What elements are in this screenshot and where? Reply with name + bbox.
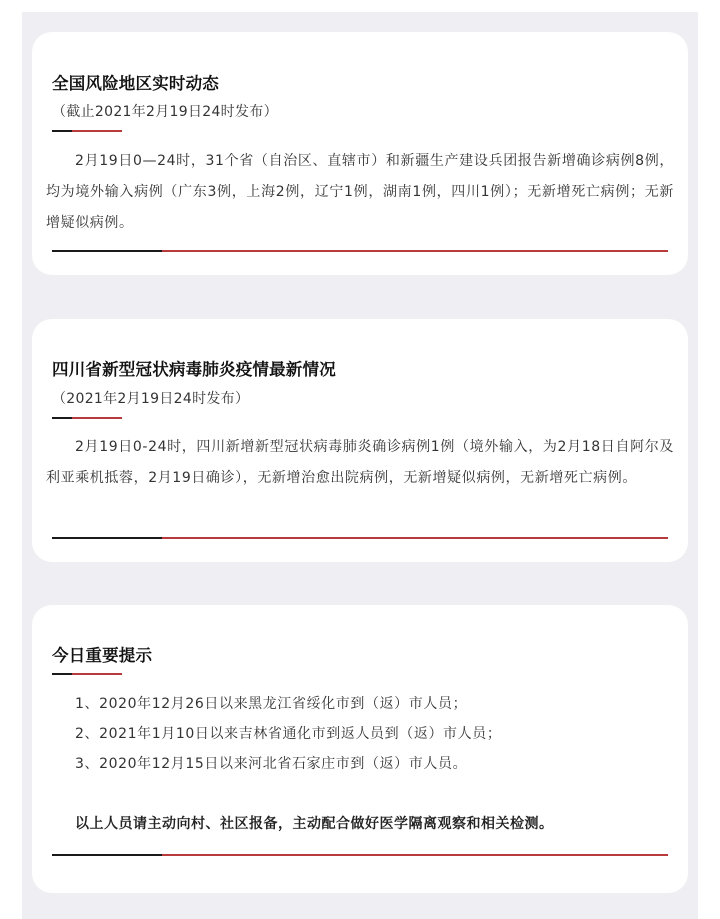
page-background — [22, 12, 698, 919]
card-subtitle: （2021年2月19日24时发布） — [52, 391, 250, 407]
card-divider — [52, 250, 668, 252]
card-body-text: 2月19日0—24时，31个省（自治区、直辖市）和新疆生产建设兵团报告新增确诊病例8例，均为境外输入病例（广东3例，上海2例，辽宁1例，湖南1例，四川1例）；无新增死亡病例；无新增疑似病例。 — [46, 153, 675, 231]
card-title: 今日重要提示 — [52, 646, 153, 665]
card-divider — [52, 537, 668, 539]
important-notice-card — [32, 605, 688, 893]
title-underline — [52, 673, 122, 675]
report-notice: 以上人员请主动向村、社区报备，主动配合做好医学隔离观察和相关检测。 — [75, 816, 554, 832]
card-divider — [52, 854, 668, 856]
card-subtitle: （截止2021年2月19日24时发布） — [52, 104, 278, 120]
list-item: 1、2020年12月26日以来黑龙江省绥化市到（返）市人员； — [75, 696, 468, 712]
title-underline — [52, 417, 122, 419]
card-title: 四川省新型冠状病毒肺炎疫情最新情况 — [52, 360, 336, 379]
list-item: 2、2021年1月10日以来吉林省通化市到返人员到（返）市人员； — [75, 726, 502, 742]
national-risk-card — [32, 32, 688, 275]
card-body-text: 2月19日0-24时，四川新增新型冠状病毒肺炎确诊病例1例（境外输入，为2月18日自阿尔及利亚乘机抵蓉，2月19日确诊），无新增治愈出院病例，无新增疑似病例，无新增死亡病例。 — [46, 439, 674, 486]
list-item: 3、2020年12月15日以来河北省石家庄市到（返）市人员。 — [75, 756, 468, 772]
notice-list — [52, 689, 662, 779]
title-underline — [52, 130, 122, 132]
sichuan-update-card — [32, 319, 688, 562]
card-title: 全国风险地区实时动态 — [52, 74, 219, 93]
